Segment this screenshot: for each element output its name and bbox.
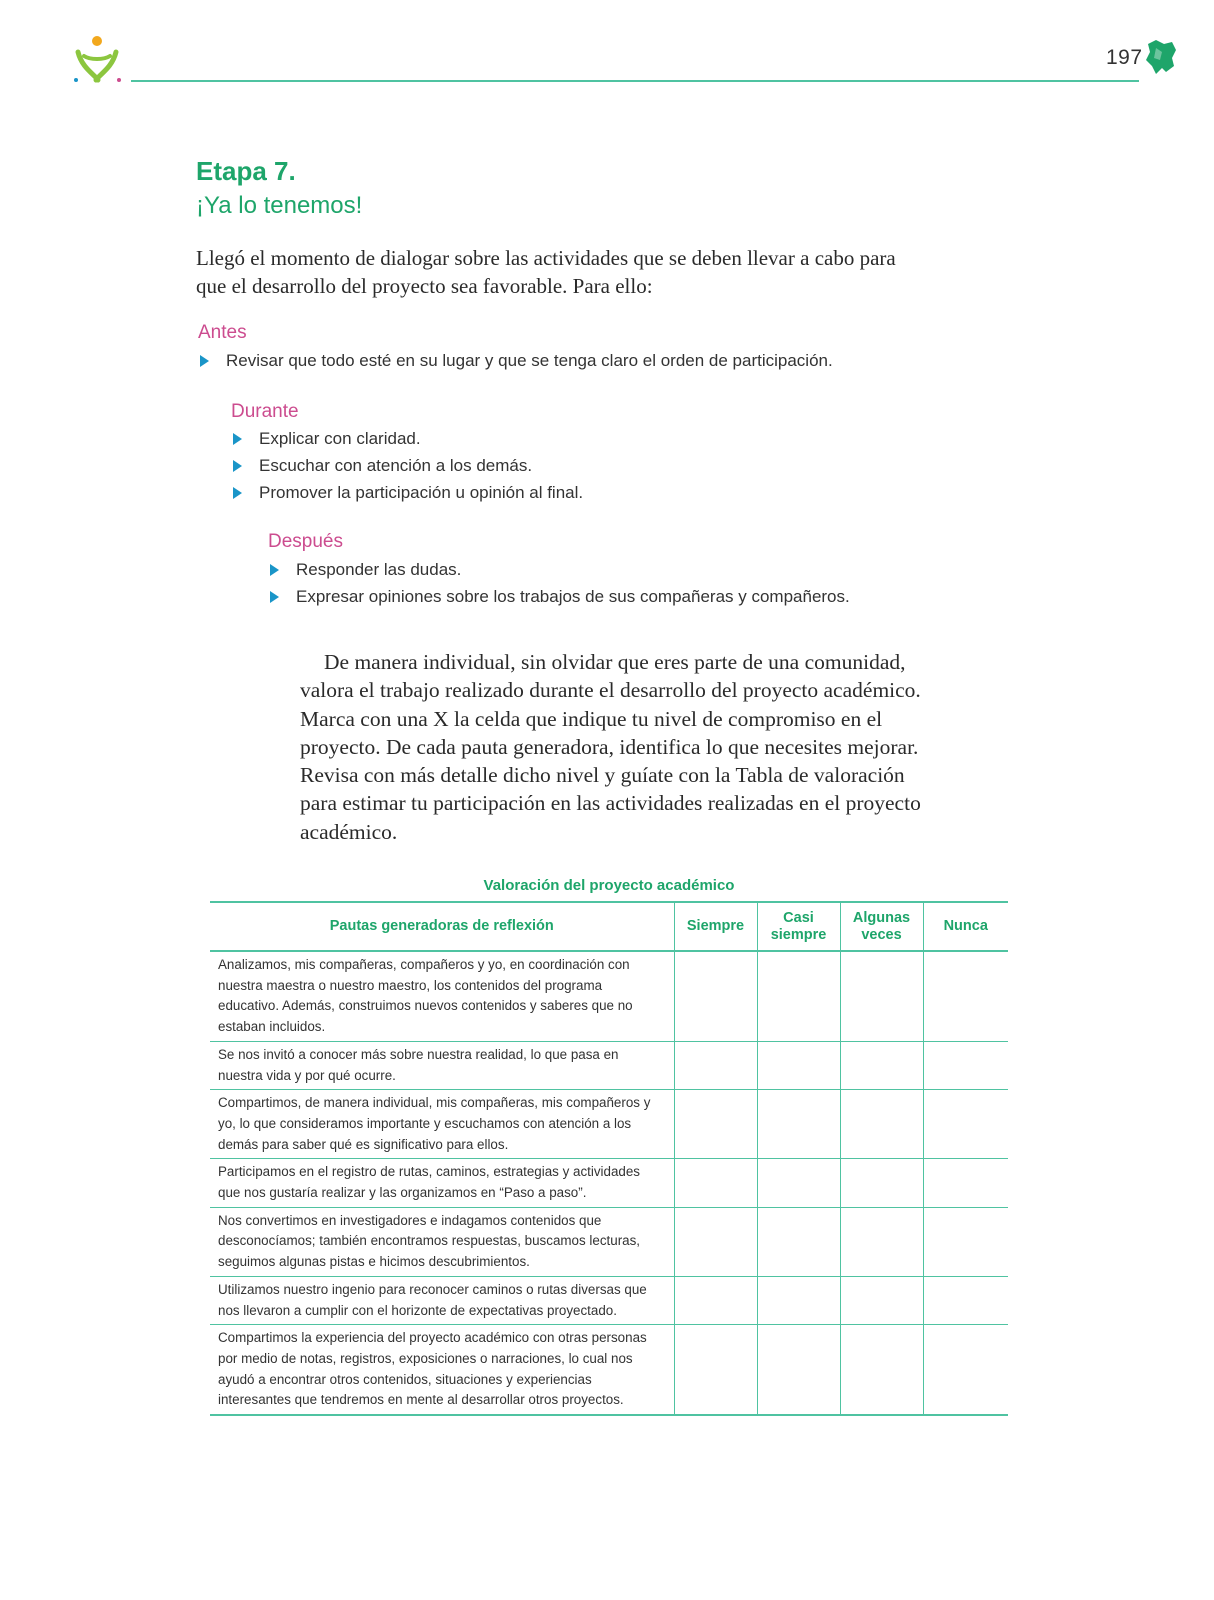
mark-cell-siempre[interactable] [674, 1159, 757, 1207]
list-item-text: Expresar opiniones sobre los trabajos de sus compañeras y compañeros. [296, 587, 850, 606]
stage-subtitle: ¡Ya lo tenemos! [196, 192, 363, 219]
table-header-row [210, 902, 1008, 951]
header-rule [131, 80, 1139, 82]
mark-cell-casi-siempre[interactable] [757, 1207, 840, 1276]
header-siempre: Siempre [674, 902, 757, 951]
criterion-cell: Compartimos, de manera individual, mis compañeras, mis compañeros y yo, lo que consideramos importante y escuchamos con atención a los demás para saber qué es significativo para ellos. [210, 1090, 674, 1159]
list-item [229, 482, 583, 509]
table-row [210, 1090, 1008, 1159]
mark-cell-casi-siempre[interactable] [757, 1276, 840, 1324]
mark-cell-algunas-veces[interactable] [840, 951, 923, 1041]
mark-cell-siempre[interactable] [674, 1090, 757, 1159]
mark-cell-nunca[interactable] [923, 1090, 1008, 1159]
section-heading-durante: Durante [231, 401, 299, 422]
bullet-triangle-icon [270, 564, 279, 576]
mark-cell-nunca[interactable] [923, 1207, 1008, 1276]
mark-cell-algunas-veces[interactable] [840, 1325, 923, 1415]
antes-list [196, 350, 833, 377]
criterion-cell: Participamos en el registro de rutas, caminos, estrategias y actividades que nos gustaría realizar y las organizamos en “Paso a paso”. [210, 1159, 674, 1207]
bullet-triangle-icon [233, 433, 242, 445]
mark-cell-algunas-veces[interactable] [840, 1041, 923, 1089]
list-item-text: Responder las dudas. [296, 560, 462, 579]
mark-cell-siempre[interactable] [674, 1276, 757, 1324]
mark-cell-algunas-veces[interactable] [840, 1276, 923, 1324]
criterion-cell: Nos convertimos en investigadores e indagamos contenidos que desconocíamos; también encontramos respuestas, buscamos lecturas, seguimos algunas pistas e hicimos descubrimientos. [210, 1207, 674, 1276]
table-row [210, 1325, 1008, 1415]
mark-cell-siempre[interactable] [674, 1041, 757, 1089]
list-item [266, 559, 850, 586]
mark-cell-siempre[interactable] [674, 1207, 757, 1276]
table-row [210, 1207, 1008, 1276]
mark-cell-casi-siempre[interactable] [757, 1159, 840, 1207]
mark-cell-casi-siempre[interactable] [757, 951, 840, 1041]
mark-cell-nunca[interactable] [923, 1325, 1008, 1415]
criterion-cell: Utilizamos nuestro ingenio para reconocer caminos o rutas diversas que nos llevaron a cumplir con el horizonte de expectativas proyectado. [210, 1276, 674, 1324]
family-figure-logo-icon [72, 34, 124, 86]
bullet-triangle-icon [233, 460, 242, 472]
list-item [196, 350, 833, 377]
mark-cell-algunas-veces[interactable] [840, 1159, 923, 1207]
list-item [266, 586, 850, 613]
header-casi-siempre: Casi siempre [757, 902, 840, 951]
header-nunca: Nunca [923, 902, 1008, 951]
bullet-triangle-icon [233, 487, 242, 499]
valuation-table [210, 901, 1008, 1416]
table-row [210, 951, 1008, 1041]
mark-cell-casi-siempre[interactable] [757, 1325, 840, 1415]
criterion-cell: Analizamos, mis compañeras, compañeros y yo, en coordinación con nuestra maestra o nuestro maestro, los contenidos del programa educativo. Además, construimos nuevos contenidos y saberes que no estaban incluidos. [210, 951, 674, 1041]
mark-cell-algunas-veces[interactable] [840, 1207, 923, 1276]
mark-cell-algunas-veces[interactable] [840, 1090, 923, 1159]
header-pautas: Pautas generadoras de reflexión [210, 902, 674, 951]
list-item-text: Explicar con claridad. [259, 429, 421, 448]
mark-cell-casi-siempre[interactable] [757, 1041, 840, 1089]
table-row [210, 1041, 1008, 1089]
section-heading-despues: Después [268, 531, 343, 552]
mark-cell-nunca[interactable] [923, 1276, 1008, 1324]
table-row [210, 1276, 1008, 1324]
criterion-cell: Se nos invitó a conocer más sobre nuestra realidad, lo que pasa en nuestra vida y por qué ocurre. [210, 1041, 674, 1089]
header-algunas-veces: Algunas veces [840, 902, 923, 951]
bullet-triangle-icon [200, 355, 209, 367]
list-item-text: Revisar que todo esté en su lugar y que se tenga claro el orden de participación. [226, 351, 833, 370]
table-caption: Valoración del proyecto académico [483, 877, 735, 894]
stage-title: Etapa 7. [196, 156, 296, 186]
intro-paragraph: Llegó el momento de dialogar sobre las actividades que se deben llevar a cabo para que el desarrollo del proyecto sea favorable. Para ello: [196, 246, 896, 298]
criterion-cell: Compartimos la experiencia del proyecto académico con otras personas por medio de notas, registros, exposiciones o narraciones, lo cual nos ayudó a encontrar otros contenidos, situaciones y experiencias interesantes que tendremos en mente al desarrollar otros proyectos. [210, 1325, 674, 1415]
list-item [229, 455, 583, 482]
list-item-text: Promover la participación u opinión al final. [259, 483, 584, 502]
mark-cell-nunca[interactable] [923, 1041, 1008, 1089]
page-number: 197 [1106, 46, 1143, 69]
assessment-paragraph: De manera individual, sin olvidar que eres parte de una comunidad, valora el trabajo realizado durante el desarrollo del proyecto académico. Marca con una X la celda que indique tu nivel de compromiso en el proyecto. De cada pauta generadora, identifica lo que necesites mejorar. Revisa con más detalle dicho nivel y guíate con la Tabla de valoración para estimar tu participación en las actividades realizadas en el proyecto académico. [300, 650, 921, 844]
despues-list [266, 559, 850, 613]
durante-list [229, 428, 583, 509]
bullet-triangle-icon [270, 591, 279, 603]
green-map-icon [1144, 38, 1178, 78]
mark-cell-siempre[interactable] [674, 1325, 757, 1415]
mark-cell-siempre[interactable] [674, 951, 757, 1041]
mark-cell-casi-siempre[interactable] [757, 1090, 840, 1159]
mark-cell-nunca[interactable] [923, 1159, 1008, 1207]
mark-cell-nunca[interactable] [923, 951, 1008, 1041]
list-item-text: Escuchar con atención a los demás. [259, 456, 533, 475]
section-heading-antes: Antes [198, 322, 247, 343]
list-item [229, 428, 583, 455]
table-row [210, 1159, 1008, 1207]
